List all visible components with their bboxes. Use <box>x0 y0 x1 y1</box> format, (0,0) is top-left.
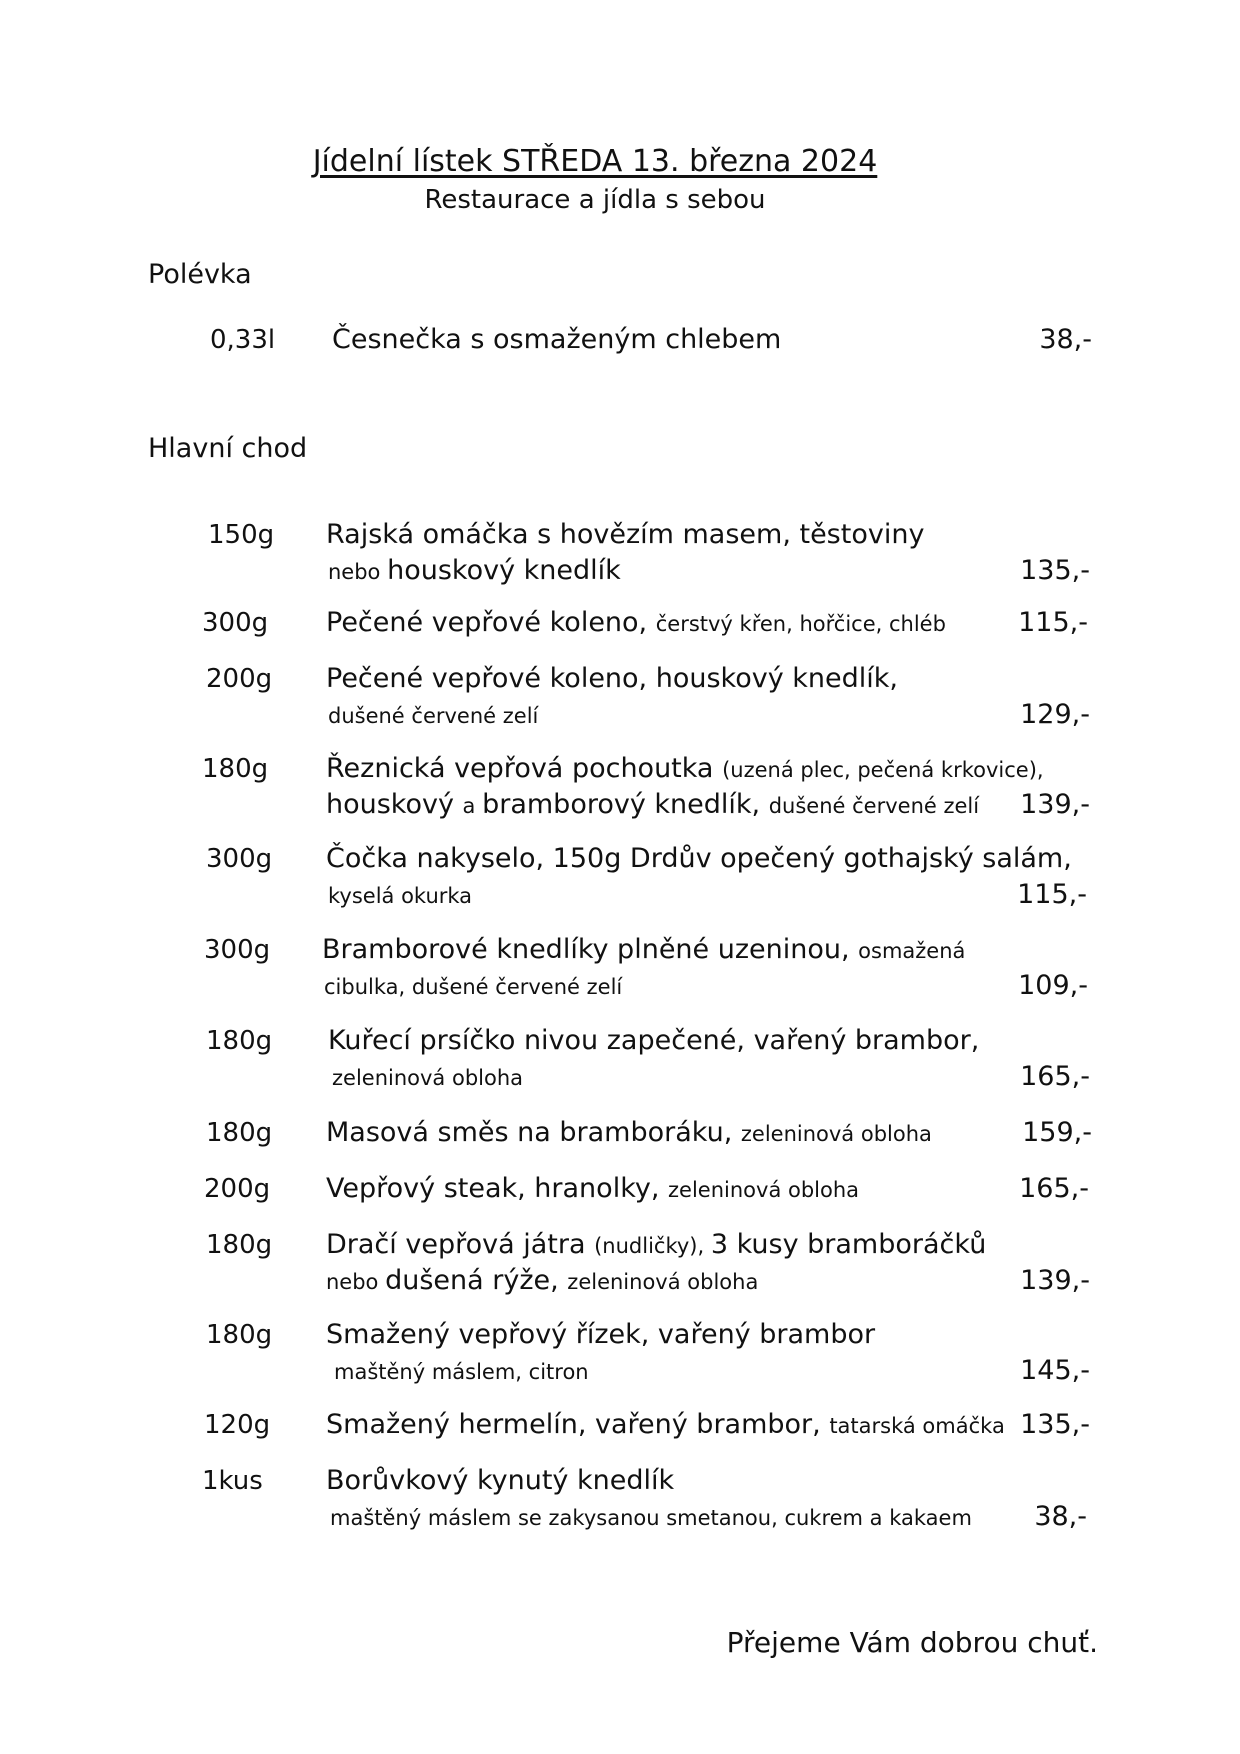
item-price: 38,- <box>1034 1501 1087 1532</box>
item-name-main: Smažený hermelín, vařený brambor, <box>326 1409 830 1440</box>
item-name-main: bramborový knedlík, <box>482 789 769 820</box>
item-note: zeleninová obloha <box>332 1066 524 1090</box>
item-price: 165,- <box>1019 1173 1089 1204</box>
item-name-line-2 <box>332 1060 523 1095</box>
item-name-line-1 <box>326 662 898 696</box>
item-name-main: Borůvkový kynutý knedlík <box>326 1465 675 1496</box>
item-name-line-1 <box>326 1116 932 1151</box>
item-note: maštěný máslem, citron <box>334 1360 589 1384</box>
item-name-line-1 <box>328 1024 979 1058</box>
item-quantity: 300g <box>204 935 271 965</box>
item-price: 165,- <box>1020 1061 1090 1092</box>
item-name-main: Pečené vepřové koleno, <box>326 607 656 638</box>
item-price: 38,- <box>1039 324 1092 355</box>
item-name-main: Řeznická vepřová pochoutka <box>326 753 723 784</box>
item-name-line-2 <box>326 1264 758 1299</box>
item-name-main: Dračí vepřová játra <box>326 1229 595 1260</box>
item-note: nebo <box>328 560 388 584</box>
item-name-line-1 <box>326 752 1044 787</box>
item-note: dušené červené zelí <box>328 704 539 728</box>
item-name-line-2 <box>326 788 979 823</box>
item-price: 139,- <box>1020 789 1090 820</box>
item-name-line-1 <box>326 1172 859 1207</box>
item-name-line-1 <box>326 1464 674 1498</box>
item-note: cibulka, dušené červené zelí <box>324 975 623 999</box>
item-name-main: Pečené vepřové koleno, houskový knedlík, <box>326 663 898 694</box>
item-quantity: 150g <box>208 520 275 550</box>
item-name-line-2 <box>334 1354 589 1389</box>
item-name-line-1 <box>326 1228 986 1263</box>
item-name-line-2 <box>330 1500 972 1535</box>
item-name-line-2 <box>324 969 622 1004</box>
item-quantity: 200g <box>204 1174 271 1204</box>
item-name-main: Vepřový steak, hranolky, <box>326 1173 669 1204</box>
item-name-line-1 <box>326 1408 1005 1443</box>
item-quantity: 180g <box>206 1118 273 1148</box>
item-price: 159,- <box>1022 1117 1092 1148</box>
item-name-line-1 <box>326 518 924 552</box>
item-name-main: Čočka nakyselo, 150g Drdův opečený gothajský salám, <box>326 843 1072 874</box>
item-note: a <box>462 794 483 818</box>
item-quantity: 300g <box>202 608 269 638</box>
item-price: 145,- <box>1020 1355 1090 1386</box>
item-name-main: Rajská omáčka s hovězím masem, těstoviny <box>326 519 925 550</box>
item-name-main: houskový knedlík <box>387 555 621 586</box>
item-name-line-1 <box>326 606 946 641</box>
item-quantity: 0,33l <box>210 325 276 355</box>
item-note: dušené červené zelí <box>768 794 980 818</box>
item-price: 115,- <box>1017 879 1087 910</box>
item-name-line-1 <box>326 1318 875 1352</box>
item-price: 115,- <box>1018 607 1088 638</box>
item-note: kyselá okurka <box>328 884 473 908</box>
title-text: Jídelní lístek STŘEDA 13. března 2024 <box>312 144 878 179</box>
item-name-main: Masová směs na bramboráku, <box>326 1117 741 1148</box>
item-note: zeleninová obloha <box>668 1178 860 1202</box>
page-title <box>0 143 1190 181</box>
item-note: čerstvý křen, hořčice, chléb <box>655 612 946 636</box>
item-name-main: Bramborové knedlíky plněné uzeninou, <box>322 934 859 965</box>
item-quantity: 120g <box>204 1410 271 1440</box>
item-quantity: 200g <box>206 664 273 694</box>
item-quantity: 1kus <box>202 1466 263 1496</box>
item-name-line-1 <box>322 933 965 968</box>
item-name: Česnečka s osmaženým chlebem <box>332 324 782 355</box>
item-name-main: 3 kusy bramboráčků <box>710 1229 987 1260</box>
item-price: 109,- <box>1018 970 1088 1001</box>
item-note: (uzená plec, pečená krkovice), <box>722 758 1044 782</box>
item-name-main: dušená rýže, <box>385 1265 568 1296</box>
item-note: osmažená <box>858 939 966 963</box>
item-note: tatarská omáčka <box>829 1414 1005 1438</box>
item-name-main: Smažený vepřový řízek, vařený brambor <box>326 1319 876 1350</box>
item-name-main: houskový <box>326 789 463 820</box>
item-price: 135,- <box>1020 1409 1090 1440</box>
section-heading-main: Hlavní chod <box>148 433 308 464</box>
item-note: nebo <box>326 1270 386 1294</box>
item-quantity: 180g <box>206 1320 273 1350</box>
item-name-line-1 <box>326 842 1072 876</box>
item-note: zeleninová obloha <box>740 1122 932 1146</box>
item-name-line-2 <box>328 698 538 733</box>
page-subtitle: Restaurace a jídla s sebou <box>424 185 766 215</box>
item-quantity: 180g <box>202 754 269 784</box>
item-price: 135,- <box>1020 555 1090 586</box>
item-name-line-2 <box>328 878 472 913</box>
item-name-main: Kuřecí prsíčko nivou zapečené, vařený brambor, <box>328 1025 980 1056</box>
item-quantity: 300g <box>206 844 273 874</box>
item-quantity: 180g <box>206 1026 273 1056</box>
item-note: maštěný máslem se zakysanou smetanou, cukrem a kakaem <box>330 1506 972 1530</box>
section-heading-soup: Polévka <box>148 259 252 290</box>
item-quantity: 180g <box>206 1230 273 1260</box>
item-note: (nudličky), <box>594 1234 711 1258</box>
closing-message: Přejeme Vám dobrou chuť. <box>726 1626 1098 1659</box>
item-price: 129,- <box>1020 699 1090 730</box>
item-price: 139,- <box>1020 1265 1090 1296</box>
item-name-line-2 <box>328 554 621 589</box>
item-note: zeleninová obloha <box>567 1270 759 1294</box>
